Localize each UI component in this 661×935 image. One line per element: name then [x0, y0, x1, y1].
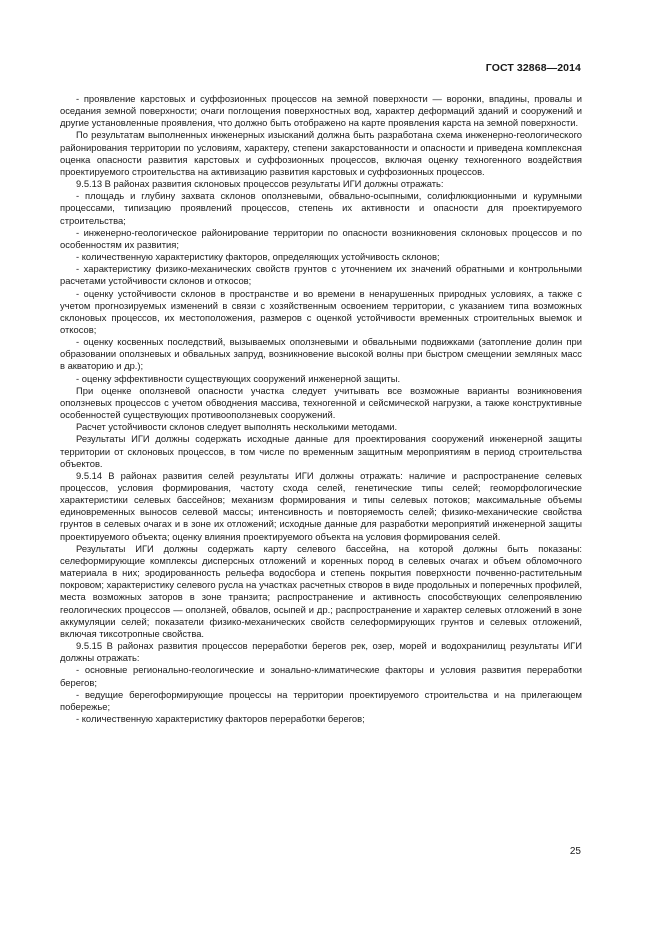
page-number: 25	[569, 846, 581, 857]
standard-number: ГОСТ 32868—2014	[485, 62, 581, 74]
paragraph: - площадь и глубину захвата склонов оползневыми, обвально-осыпными, солифлюкционными и курумными процессами, типизацию проявлений процессов, степень их активности и опасности для проектируемого строительства;	[60, 190, 582, 226]
paragraph: - ведущие берегоформирующие процессы на территории проектируемого строительства и на прилегающем побережье;	[60, 688, 582, 712]
paragraph: - проявление карстовых и суффозионных процессов на земной поверхности — воронки, впадины, провалы и оседания земной поверхности; очаги поглощения поверхностных вод, характер деформаций зданий и сооружений и другие установленные проявления, что должно быть отображено на карте проявления карста на земной поверхности.	[60, 93, 582, 129]
paragraph: Результаты ИГИ должны содержать исходные данные для проектирования сооружений инженерной защиты территории от склоновых процессов, в том числе по временным защитным мероприятиям в период строительства объектов.	[60, 433, 582, 469]
paragraph: - инженерно-геологическое районирование территории по опасности возникновения склоновых процессов и по особенностям их развития;	[60, 226, 582, 250]
paragraph: 9.5.14 В районах развития селей результаты ИГИ должны отражать: наличие и распространение селевых процессов, условия формирования, частоту схода селей, генетические типы селей; геоморфологические характеристики селевых бассейнов; механизм формирования и типы селевых потоков; максимальные объемы единовременных выносов селевой массы; интенсивность и повторяемость селей; физико-механические свойства грунтов в селевых очагах и в зоне их отложений; исходные данные для разработки мероприятий инженерной защиты проектируемого объекта; оценку влияния проектируемого объекта на условия формирования селей.	[60, 469, 582, 542]
paragraph: - основные регионально-геологические и зонально-климатические факторы и условия развития переработки берегов;	[60, 664, 582, 688]
paragraph: 9.5.13 В районах развития склоновых процессов результаты ИГИ должны отражать:	[76, 178, 444, 190]
paragraph: По результатам выполненных инженерных изысканий должна быть разработана схема инженерно-геологического районирования территории по условиям, характеру, степени закарстованности и опасности и приведена комплексная оценка опасности развития карстовых и суффозионных процессов, включая оценку техногенного воздействия проектируемого строительства на активизацию развития карстовых и суффозионных процессов.	[60, 129, 582, 177]
paragraph: - оценку косвенных последствий, вызываемых оползневыми и обвальными подвижками (затопление долин при образовании оползневых и обвальных запруд, возникновение высокой волны при быстром смещении земляных масс в акваторию и др.);	[60, 336, 582, 372]
paragraph: - характеристику физико-механических свойств грунтов с уточнением их значений обратными и контрольными расчетами устойчивости склонов и откосов;	[60, 263, 582, 287]
paragraph: - количественную характеристику факторов переработки берегов;	[76, 712, 365, 724]
paragraph: - количественную характеристику факторов, определяющих устойчивость склонов;	[76, 251, 440, 263]
paragraph: - оценку эффективности существующих сооружений инженерной защиты.	[76, 372, 401, 384]
document-body	[60, 93, 582, 725]
paragraph: Расчет устойчивости склонов следует выполнять несколькими методами.	[76, 421, 398, 433]
paragraph: При оценке оползневой опасности участка следует учитывать все возможные варианты возникновения оползневых процессов с учетом обводнения массива, техногенной и сейсмической нагрузки, а также конструктивные особенностей существующих противооползневых сооружений.	[60, 384, 582, 421]
paragraph: 9.5.15 В районах развития процессов переработки берегов рек, озер, морей и водохранилищ результаты ИГИ должны отражать:	[60, 640, 582, 664]
paragraph: Результаты ИГИ должны содержать карту селевого бассейна, на которой должны быть показаны: селеформирующие комплексы дисперсных отложений и коренных пород в селевых очагах и объем обломочного материала в них; эродированность рельефа водосбора и степень покрытия поверхности почвенно-растительным покровом; характеристику селевого русла на участках расчетных створов в виде продольных и поперечных профилей, места возможных заторов в зоне транзита; распространение и активность способствующих селепроявлению геологических процессов — оползней, обвалов, осыпей и др.; распространение и характер селевых отложений в зоне аккумуляции селей; показатели физико-механических свойств селеформирующих грунтов и селевых отложений, включая тиксотропные свойства.	[60, 542, 582, 639]
paragraph: - оценку устойчивости склонов в пространстве и во времени в ненарушенных природных условиях, а также с учетом прогнозируемых изменений в связи с хозяйственным освоением территории, с указанием типа возможных склоновых процессов, их местоположения, размеров с оценкой устойчивости временных строительных выемок и откосов;	[60, 287, 582, 335]
